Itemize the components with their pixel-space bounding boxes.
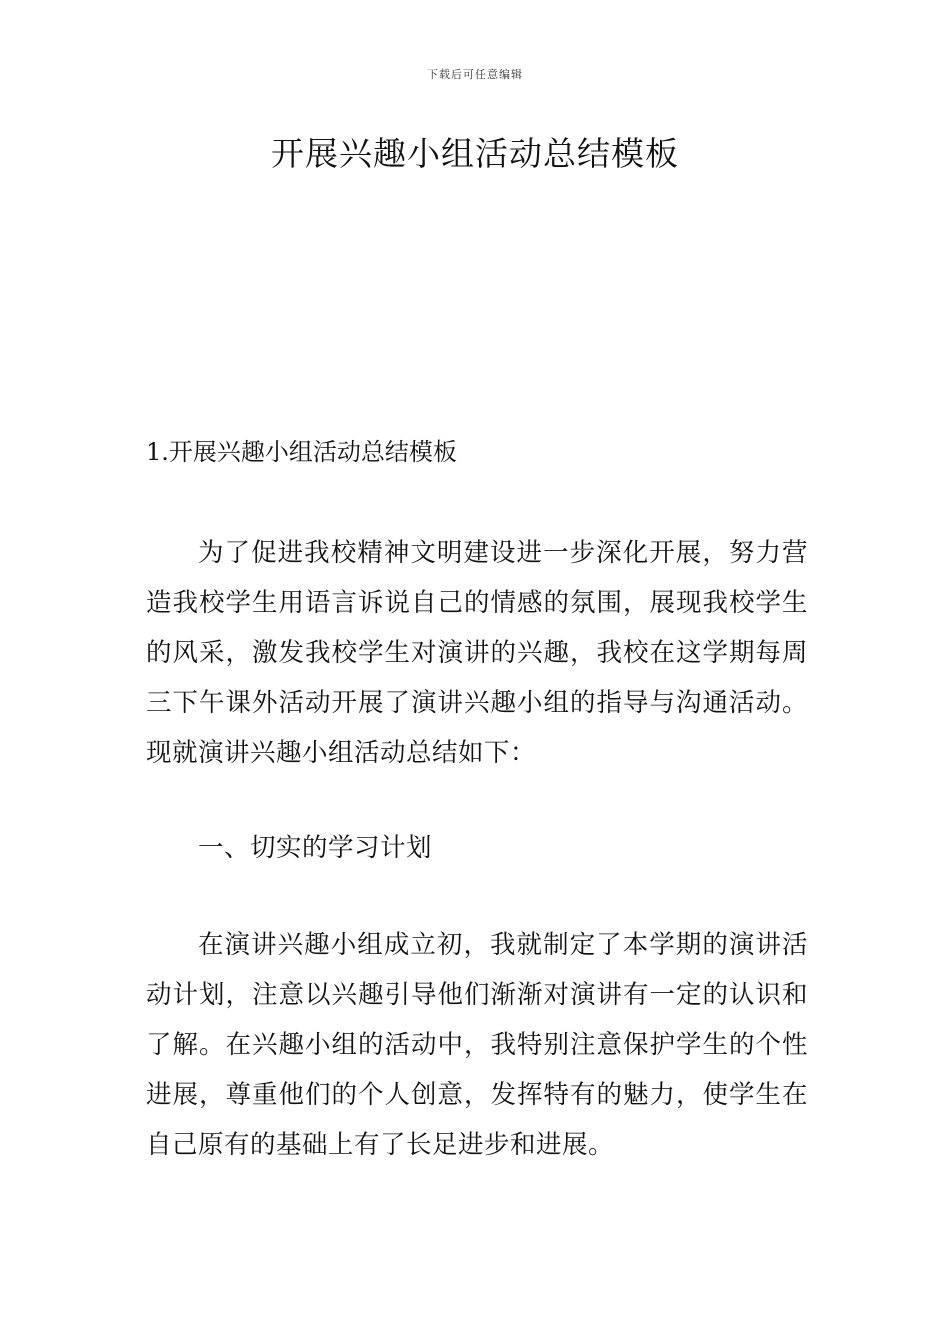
document-title: 开展兴趣小组活动总结模板 bbox=[271, 134, 679, 173]
paragraph-plan: 在演讲兴趣小组成立初，我就制定了本学期的演讲活动计划，注意以兴趣引导他们渐渐对演讲有一定的认识和了解。在兴趣小组的活动中，我特别注意保护学生的个性进展，尊重他们的个人创意，发挥特有的魅力，使学生在自己原有的基础上有了长足进步和进展。 bbox=[146, 930, 808, 1160]
paragraph-intro: 为了促进我校精神文明建设进一步深化开展，努力营造我校学生用语言诉说自己的情感的氛围，展现我校学生的风采，激发我校学生对演讲的兴趣，我校在这学期每周三下午课外活动开展了演讲兴趣小组的指导与沟通活动。现就演讲兴趣小组活动总结如下： bbox=[146, 538, 808, 768]
header-note: 下载后可任意编辑 bbox=[427, 68, 523, 81]
section-heading: 1.开展兴趣小组活动总结模板 bbox=[146, 438, 457, 466]
paragraph-subheading: 一、切实的学习计划 bbox=[198, 833, 433, 863]
